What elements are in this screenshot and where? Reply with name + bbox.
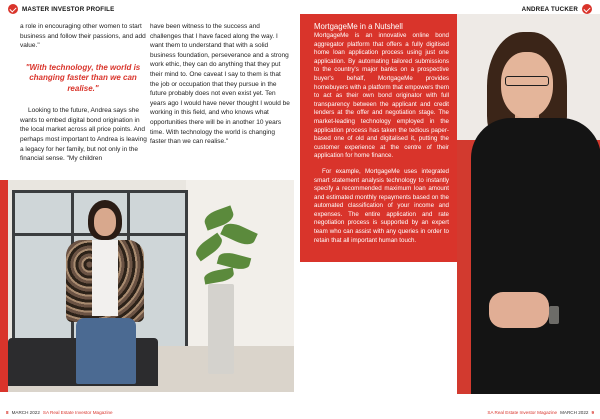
magazine-name: SA Real Estate Investor Magazine (487, 410, 558, 415)
magazine-name: SA Real Estate Investor Magazine (42, 410, 113, 415)
left-footer (6, 410, 113, 415)
paragraph: MortgageMe is an innovative online bond aggregator platform that offers a fully digitised home loan application process using just one application. By automating tailored submissions to the country's major banks on a prospective buyer's behalf, MortgageMe provides homebuyers with a platform that empowers them to act as their own bond originator with full transparency between the applicant and credit lenders at the offer and negotiation stage. The market-leading technology employed in the application process has taken the tedious paper-based one of old and digitalised it, putting the customer experience at the centre of their application for home finance. (314, 32, 449, 160)
portrait-photo-standing (8, 180, 294, 392)
trend-arrow-icon (8, 4, 18, 14)
profile-name: ANDREA TUCKER (521, 5, 578, 13)
portrait-photo-seated (457, 14, 600, 394)
text-column-1 (20, 22, 150, 171)
info-box (300, 14, 457, 262)
issue-date: MARCH 2022 (11, 410, 40, 415)
trend-arrow-icon (582, 4, 592, 14)
issue-date: MARCH 2022 (560, 410, 589, 415)
paragraph: a role in encouraging other women to start business and follow their passions, and add value." (20, 23, 146, 50)
left-header (8, 3, 115, 15)
paragraph: Looking to the future, Andrea says she wants to embed digital bond origination in the local market across all price points. And perhaps most important to Andrea is leaving a legacy for her family, but not only in the financial sense. "My children (20, 107, 147, 163)
paragraph: have been witness to the success and challenges that I have faced along the way. I want them to understand that with a solid business foundation, perseverance and a strong work ethic, they can do anything that they put their mind to. One caveat I say to them is that the job or occupation that they pursue in the future probably does not even exist yet. Ten years ago I would have never thought I would be working in this field, and who knows what opportunities there will be in another 10 years time. With technology the world is changing faster than we can realise." (150, 23, 290, 146)
paragraph: For example, MortgageMe uses integrated smart statement analysis technology to instantly specify a recommended maximum loan amount and estimated monthly repayments based on the automated classification of your income and expenses. The entire application and rate negotiation process is supported by an expert team who can assist with any queries in order to retain that all important human touch. (314, 167, 449, 244)
right-footer (487, 410, 594, 415)
text-column-2 (150, 22, 290, 154)
section-title: MASTER INVESTOR PROFILE (22, 5, 115, 13)
accent-strip (0, 180, 8, 392)
pull-quote: "With technology, the world is changing faster than we can realise." (25, 62, 141, 93)
right-page (300, 0, 600, 419)
page-number: 9 (591, 410, 594, 415)
page-number: 8 (6, 410, 9, 415)
box-title: MortgageMe in a Nutshell (314, 22, 403, 31)
